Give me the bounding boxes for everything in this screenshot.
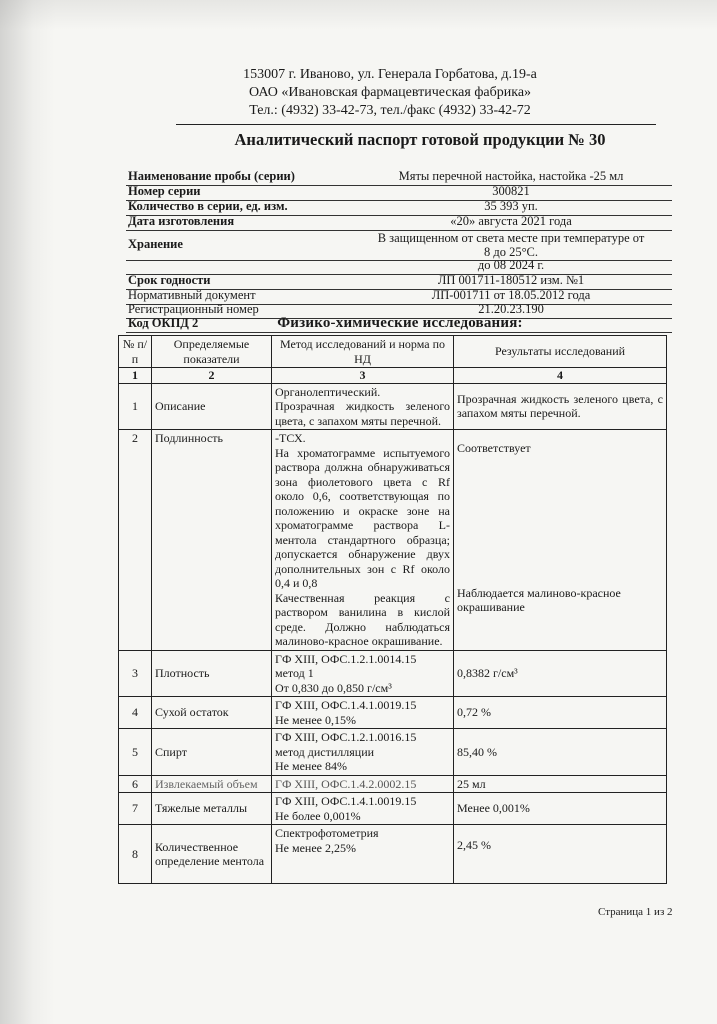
column-header: Результаты исследований (454, 336, 667, 368)
result-text: Соответствует (457, 441, 531, 455)
info-value: Мяты перечной настойка, настойка -25 мл (398, 169, 624, 183)
method-cell (272, 697, 454, 729)
method-cell (272, 775, 454, 793)
scan-shadow-top (0, 0, 717, 30)
result-text: 85,40 % (457, 744, 497, 759)
method-text: ГФ XIII, ОФС.1.4.1.0019.15 (275, 698, 417, 712)
method-text: На хроматограмме испытуемого раствора должна обнаруживаться зона фиолетового цвета с Rf около 0,6, соответствующая по положению и окраске зоне на хроматограмме раствора L-ментола стандартного образца; допускается обнаружение двух дополнительных зон с Rf около 0,4 и 0,8 (275, 445, 450, 590)
method-text: метод дистилляции (275, 744, 375, 759)
row-number: 5 (119, 729, 152, 776)
result-cell (454, 383, 667, 430)
result-text: Менее 0,001% (457, 801, 530, 816)
result-text: 0,72 % (457, 705, 491, 720)
row-number: 7 (119, 793, 152, 825)
table-row (119, 793, 667, 825)
table-row (119, 825, 667, 884)
info-value: до 08 2024 г. (477, 258, 545, 272)
info-value: ЛП 001711-180512 изм. №1 (437, 273, 585, 287)
address-line: 153007 г. Иваново, ул. Генерала Горбатова, д.19-а (243, 67, 537, 82)
parameter-name: Плотность (152, 650, 272, 697)
info-value: «20» августа 2021 года (450, 214, 572, 228)
column-index: 2 (152, 368, 272, 384)
company-name: ОАО «Ивановская фармацевтическая фабрика» (248, 85, 532, 100)
info-value: В защищенном от света месте при температуре от 8 до 25°С. (377, 231, 645, 259)
method-cell (272, 825, 454, 884)
info-label: Хранение (128, 237, 183, 251)
row-number: 8 (119, 825, 152, 884)
row-number: 2 (119, 430, 152, 651)
method-text: Не более 0,001% (275, 808, 361, 823)
column-index-row (119, 368, 667, 384)
results-table (118, 335, 667, 884)
method-text: Не менее 0,15% (275, 712, 356, 727)
parameter-name: Извлекаемый объем (152, 775, 272, 793)
table-header-row (119, 336, 667, 368)
result-cell (454, 650, 667, 697)
result-cell (454, 793, 667, 825)
parameter-name: Подлинность (152, 430, 272, 651)
row-number: 1 (119, 383, 152, 430)
method-text: ГФ XIII, ОФС.1.2.1.0016.15 (275, 730, 417, 744)
result-text: 25 мл (457, 776, 486, 791)
result-cell (454, 697, 667, 729)
method-text: -ТСХ. (275, 431, 306, 445)
table-row (119, 775, 667, 793)
info-label: Регистрационный номер (128, 302, 259, 316)
table-row (119, 650, 667, 697)
method-text: Прозрачная жидкость зеленого цвета, с запахом мяты перечной. (275, 399, 450, 428)
section-title: Физико-химические исследования: (277, 315, 523, 331)
result-text: 2,45 % (457, 838, 491, 852)
column-index: 1 (119, 368, 152, 384)
method-text: ГФ XIII, ОФС.1.4.1.0019.15 (275, 794, 417, 808)
parameter-name: Сухой остаток (152, 697, 272, 729)
result-text: 0,8382 г/см³ (457, 666, 518, 680)
info-label: Номер серии (128, 184, 201, 198)
header-divider (176, 124, 656, 125)
scan-shadow-left (0, 0, 55, 1024)
info-label: Количество в серии, ед. изм. (128, 199, 288, 213)
info-value: 35 393 уп. (484, 199, 538, 213)
result-text: Прозрачная жидкость зеленого цвета, с запахом мяты перечной. (457, 391, 663, 421)
info-label: Дата изготовления (128, 214, 235, 228)
column-index: 3 (272, 368, 454, 384)
method-cell (272, 729, 454, 776)
result-cell (454, 825, 667, 884)
row-number: 3 (119, 650, 152, 697)
table-row (119, 430, 667, 651)
column-header: Определяемые показатели (152, 336, 272, 368)
table-row (119, 729, 667, 776)
result-spacer (457, 456, 663, 586)
column-index: 4 (454, 368, 667, 384)
method-text: Качественная реакция с раствором ванилина в кислой среде. Должно наблюдаться малиново-красное окрашивание. (275, 590, 450, 648)
info-label: Наименование пробы (серии) (128, 169, 295, 183)
method-text: ГФ XIII, ОФС.1.4.2.0002.15 (275, 776, 417, 791)
parameter-name: Количественное определение ментола (152, 825, 272, 884)
method-text: ГФ XIII, ОФС.1.2.1.0014.15 (275, 651, 417, 666)
method-text: Не менее 2,25% (275, 840, 356, 855)
document-title: Аналитический паспорт готовой продукции № 30 (234, 130, 606, 149)
info-label: Нормативный документ (128, 288, 256, 302)
table-row (119, 697, 667, 729)
result-cell (454, 729, 667, 776)
letterhead (150, 66, 630, 120)
info-row-storage (126, 230, 672, 261)
result-text: Наблюдается малиново-красное окрашивание (457, 585, 621, 614)
info-label: Код ОКПД 2 (128, 316, 199, 330)
info-row-date (126, 215, 672, 231)
method-cell (272, 650, 454, 697)
method-cell (272, 793, 454, 825)
column-header: № п/п (119, 336, 152, 368)
method-text: Спектрофотометрия (275, 826, 379, 840)
info-value: ЛП-001711 от 18.05.2012 года (431, 288, 591, 302)
result-cell (454, 775, 667, 793)
table-row (119, 383, 667, 430)
info-value: 21.20.23.190 (478, 302, 544, 316)
method-cell (272, 383, 454, 430)
method-text: метод 1 (275, 666, 314, 680)
parameter-name: Спирт (152, 729, 272, 776)
info-label: Срок годности (128, 273, 211, 287)
parameter-name: Тяжелые металлы (152, 793, 272, 825)
parameter-name: Описание (152, 383, 272, 430)
page-number: Страница 1 из 2 (598, 906, 673, 918)
row-number: 4 (119, 697, 152, 729)
method-cell (272, 430, 454, 651)
row-number: 6 (119, 775, 152, 793)
method-text: От 0,830 до 0,850 г/см³ (275, 680, 392, 695)
column-header: Метод исследований и норма по НД (272, 336, 454, 368)
result-cell (454, 430, 667, 651)
method-text: Не менее 84% (275, 759, 347, 773)
phone-line: Тел.: (4932) 33-42-73, тел./факс (4932) 33-42-72 (249, 103, 531, 118)
method-text: Органолептический. (275, 384, 381, 399)
info-value: 300821 (492, 184, 530, 198)
